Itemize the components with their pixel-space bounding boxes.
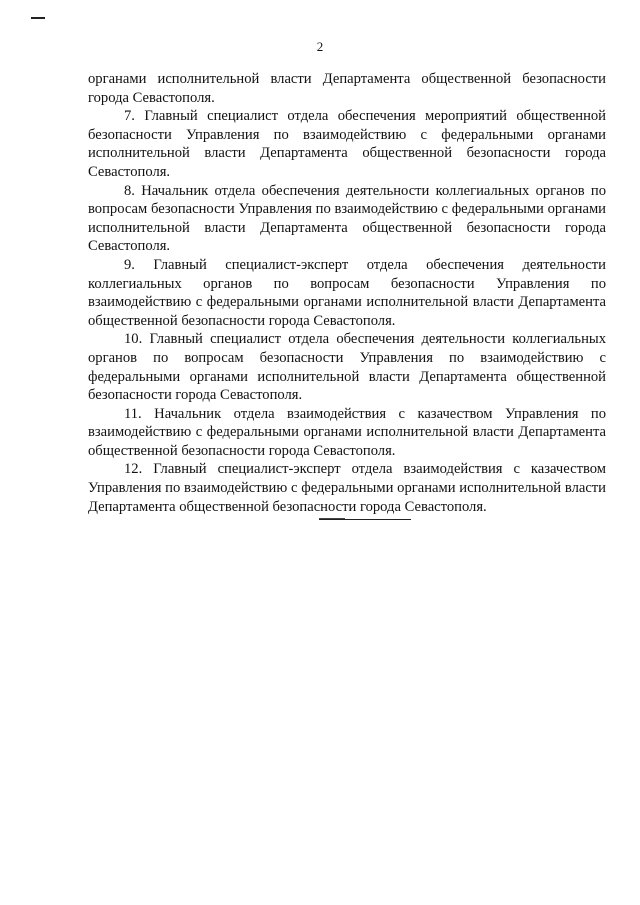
corner-mark: [31, 17, 45, 19]
paragraph-item-10: 10. Главный специалист отдела обеспечения деятельности коллегиальных органов по вопросам безопасности Управления по взаимодействию с федеральными органами исполнительной власти Департамента общественной безопасности города Севастополя.: [88, 331, 606, 404]
document-body: [88, 70, 606, 516]
paragraph-continuation: органами исполнительной власти Департамента общественной безопасности города Севастополя.: [88, 71, 606, 106]
paragraph-item-9: 9. Главный специалист-эксперт отдела обеспечения деятельности коллегиальных органов по вопросам безопасности Управления по взаимодействию с федеральными органами исполнительной власти Департамента общественной безопасности города Севастополя.: [88, 256, 606, 329]
paragraph-item-12: 12. Главный специалист-эксперт отдела взаимодействия с казачеством Управления по взаимодействию с федеральными органами исполнительной власти Департамента общественной безопасности города Севастополя.: [88, 461, 606, 515]
paragraph-item-8: 8. Начальник отдела обеспечения деятельности коллегиальных органов по вопросам безопасности Управления по взаимодействию с федеральными органами исполнительной власти Департамента общественной безопасности города Севастополя.: [88, 182, 606, 255]
end-of-list-rule: [319, 519, 411, 520]
paragraph-item-7: 7. Главный специалист отдела обеспечения мероприятий общественной безопасности Управления по взаимодействию с федеральными органами исполнительной власти Департамента общественной безопасности города Севастополя.: [88, 108, 606, 180]
paragraph-item-11: 11. Начальник отдела взаимодействия с казачеством Управления по взаимодействию с федеральными органами исполнительной власти Департамента общественной безопасности города Севастополя.: [88, 405, 606, 459]
page-number: 2: [316, 39, 324, 54]
